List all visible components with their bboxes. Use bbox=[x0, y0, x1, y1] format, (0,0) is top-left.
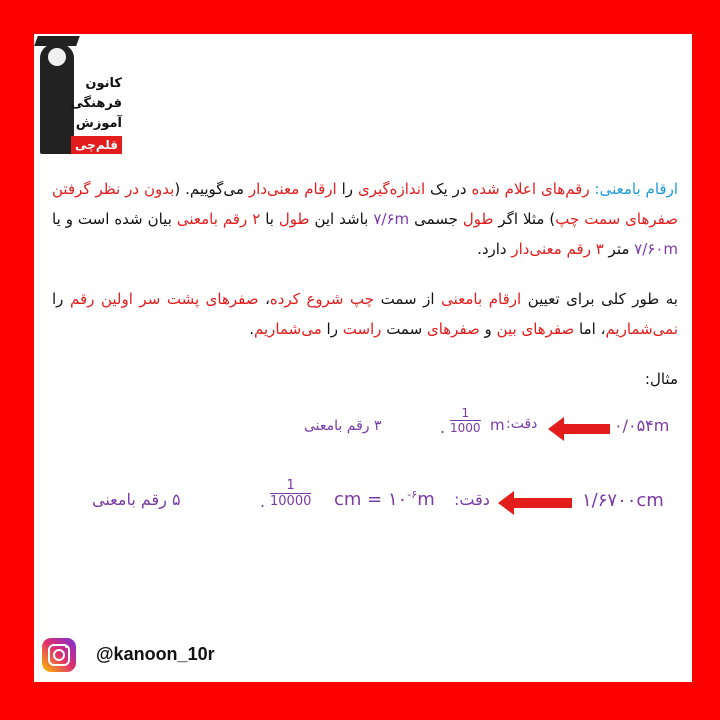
instagram-icon[interactable] bbox=[42, 638, 76, 672]
text-span: از سمت bbox=[374, 290, 442, 308]
text-span: می‌گوییم. ( bbox=[174, 180, 249, 198]
text-span: دارد. bbox=[477, 240, 512, 258]
instagram-handle[interactable]: @kanoon_10r bbox=[96, 644, 215, 664]
text-span: در یک bbox=[425, 180, 472, 198]
text-span: صفرهای بین bbox=[496, 320, 575, 338]
example1-value: ۰/۰۵۴m bbox=[614, 416, 670, 435]
text-span: ارقام بامعنی bbox=[441, 290, 522, 308]
text-span: ) مثلا اگر bbox=[493, 210, 556, 228]
content-card bbox=[34, 34, 692, 682]
text-span: باشد این bbox=[309, 210, 374, 228]
fraction-numerator: 1 bbox=[270, 478, 311, 494]
unit-expression-text: cm = ۱۰ bbox=[334, 489, 408, 510]
example1-unit: m bbox=[490, 416, 505, 434]
instagram-lens bbox=[53, 649, 65, 661]
example1-fraction bbox=[450, 406, 481, 435]
example2-fraction bbox=[270, 478, 311, 509]
text-span: چپ شروع کرده bbox=[269, 290, 375, 308]
definition-paragraph bbox=[52, 174, 678, 264]
text-span: را bbox=[336, 180, 358, 198]
text-span: طول bbox=[278, 210, 310, 228]
example2-result: ۵ رقم بامعنی bbox=[92, 490, 181, 509]
example2-precision-label: دقت: bbox=[454, 490, 490, 509]
text-span: ۳ رقم معنی‌دار bbox=[511, 240, 604, 258]
text-span: را bbox=[52, 290, 70, 308]
text-span: ۲ رقم بامعنی bbox=[176, 210, 261, 228]
text-span: صفرهای bbox=[426, 320, 480, 338]
kanoon-logo bbox=[34, 34, 128, 160]
text-span: را bbox=[321, 320, 343, 338]
fraction-numerator: 1 bbox=[450, 406, 481, 421]
example2-dot: . bbox=[260, 492, 266, 511]
rule-paragraph bbox=[52, 284, 678, 344]
text-span: ، اما bbox=[574, 320, 606, 338]
text-span: بدون در نظر گرفتن صفرهای سمت چپ bbox=[52, 180, 678, 228]
logo-badge: قلم‌چی bbox=[71, 136, 122, 154]
text-span: رقم‌های اعلام شده bbox=[471, 180, 595, 198]
logo-line-1: کانون bbox=[85, 76, 122, 91]
instagram-flash bbox=[65, 645, 68, 648]
text-span: ارقام معنی‌دار bbox=[248, 180, 337, 198]
example1-dot: . bbox=[440, 418, 446, 437]
text-span: می‌شماریم bbox=[254, 320, 322, 338]
logo-line-2: فرهنگی bbox=[70, 96, 122, 111]
text-span: . bbox=[249, 320, 255, 338]
graduate-head-icon bbox=[48, 48, 66, 66]
example-row-2 bbox=[34, 478, 692, 538]
fraction-denominator: 1000 bbox=[450, 421, 481, 435]
text-span: ، bbox=[258, 290, 270, 308]
text-span: با bbox=[260, 210, 279, 228]
example1-result: ۳ رقم بامعنی bbox=[304, 418, 382, 434]
text-span: بیان شده است و یا bbox=[52, 210, 177, 228]
left-arrow-icon bbox=[512, 498, 572, 508]
text-span: طول bbox=[462, 210, 494, 228]
text-span: متر bbox=[603, 240, 635, 258]
text-span: راست bbox=[342, 320, 382, 338]
text-span: نمی‌شماریم bbox=[605, 320, 678, 338]
text-span: سمت bbox=[381, 320, 427, 338]
text-span: ۷/۶m bbox=[373, 210, 410, 228]
text-span: صفرهای پشت سر اولین رقم bbox=[69, 290, 259, 308]
example-label: مثال: bbox=[644, 370, 678, 388]
graduation-cap-icon bbox=[34, 36, 80, 46]
text-span: به طور کلی برای تعیین bbox=[521, 290, 678, 308]
text-span: و bbox=[479, 320, 497, 338]
term-heading: ارقام بامعنی: bbox=[594, 180, 678, 198]
example1-precision-label: دقت: bbox=[506, 416, 538, 432]
unit-end: m bbox=[417, 489, 435, 510]
left-arrow-icon bbox=[562, 424, 610, 434]
example2-unit-expression bbox=[334, 488, 435, 510]
text-span: ۷/۶۰m bbox=[634, 240, 678, 258]
example-row-1 bbox=[34, 406, 692, 450]
logo-line-3: آموزش bbox=[75, 116, 122, 131]
fraction-denominator: 10000 bbox=[270, 494, 312, 509]
example2-value: ۱/۶۷۰۰cm bbox=[582, 490, 664, 511]
text-span: جسمی bbox=[409, 210, 463, 228]
exponent: -۶ bbox=[407, 488, 418, 501]
text-span: اندازه‌گیری bbox=[357, 180, 426, 198]
